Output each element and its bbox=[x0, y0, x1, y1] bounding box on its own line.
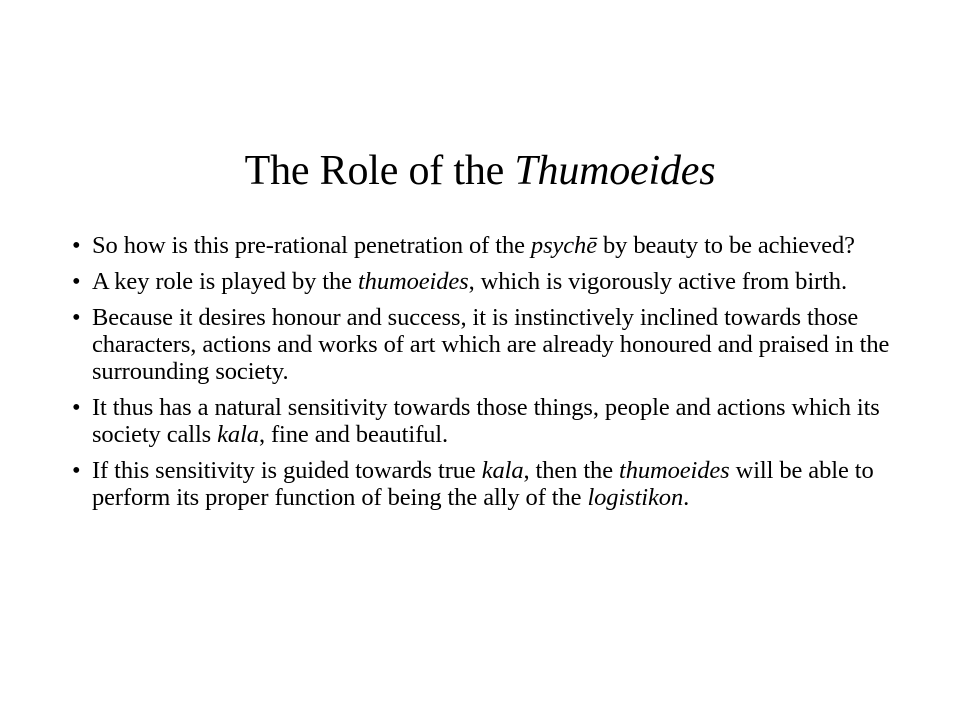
bullet-item bbox=[72, 268, 902, 295]
bullet-icon: • bbox=[72, 304, 81, 331]
bullet-text-segment: A key role is played by the bbox=[92, 268, 358, 295]
bullet-icon: • bbox=[72, 457, 81, 484]
bullet-item bbox=[72, 394, 902, 448]
bullet-text-segment: , which is vigorously active from birth. bbox=[468, 268, 847, 295]
bullet-text-segment-italic: kala bbox=[481, 457, 524, 484]
slide-title bbox=[0, 143, 960, 199]
bullet-text-segment: by beauty to be achieved? bbox=[596, 232, 855, 259]
bullet-text-segment-italic: thumoeides bbox=[619, 457, 730, 484]
bullet-text-segment: will be able to perform its proper function of being the ally of the bbox=[92, 457, 874, 511]
bullet-text-segment: It thus has a natural sensitivity towards those things, people and actions which its society calls bbox=[92, 394, 880, 448]
bullet-icon: • bbox=[72, 232, 81, 259]
bullet-text-segment: So how is this pre-rational penetration of the bbox=[92, 232, 531, 259]
bullet-text-segment-italic: psychē bbox=[530, 232, 597, 259]
slide-title-plain: The Role of the bbox=[244, 148, 515, 194]
bullet-list bbox=[72, 232, 902, 520]
bullet-icon: • bbox=[72, 268, 81, 295]
bullet-text-segment: Because it desires honour and success, it is instinctively inclined towards those characters, actions and works of art which are already honoured and praised in the surrounding society. bbox=[92, 304, 890, 385]
slide-title-italic: Thumoeides bbox=[514, 148, 716, 194]
bullet-text-segment-italic: thumoeides bbox=[357, 268, 469, 295]
bullet-icon: • bbox=[72, 394, 81, 421]
bullet-item bbox=[72, 232, 902, 259]
bullet-item bbox=[72, 457, 902, 511]
bullet-text-segment-italic: logistikon bbox=[587, 484, 684, 511]
bullet-text-segment: If this sensitivity is guided towards true bbox=[92, 457, 482, 484]
bullet-text-segment-italic: kala bbox=[217, 421, 259, 448]
bullet-item bbox=[72, 304, 902, 385]
bullet-text-segment: , then the bbox=[523, 457, 619, 484]
bullet-text-segment: . bbox=[683, 484, 690, 511]
bullet-text-segment: , fine and beautiful. bbox=[258, 421, 449, 448]
